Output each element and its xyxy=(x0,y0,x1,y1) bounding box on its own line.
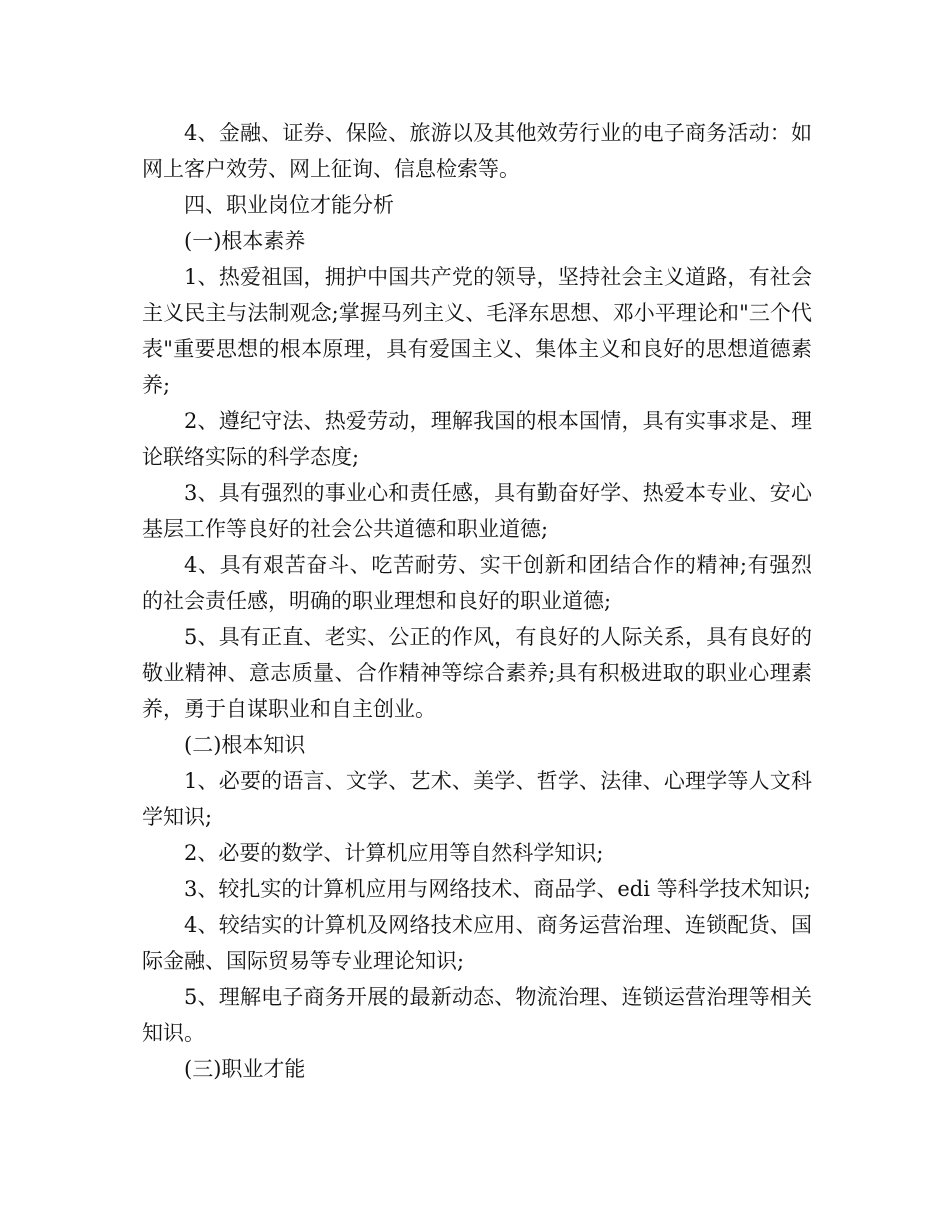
paragraph-knowledge-4: 4、较结实的计算机及网络技术应用、商务运营治理、连锁配货、国际金融、国际贸易等专业理论知识; xyxy=(142,913,812,973)
paragraph-knowledge-3: 3、较扎实的计算机应用与网络技术、商品学、edi 等科学技术知识; xyxy=(184,877,811,901)
subheading-vocational-ability: (三)职业才能 xyxy=(184,1057,306,1081)
subheading-basic-knowledge: (二)根本知识 xyxy=(184,733,306,757)
paragraph-quality-5: 5、具有正直、老实、公正的作风，有良好的人际关系，具有良好的敬业精神、意志质量、合作精神等综合素养;具有积极进取的职业心理素养，勇于自谋职业和自主创业。 xyxy=(142,625,812,721)
paragraph-knowledge-1: 1、必要的语言、文学、艺术、美学、哲学、法律、心理学等人文科学知识; xyxy=(142,769,812,829)
paragraph-services-ecommerce: 4、金融、证券、保险、旅游以及其他效劳行业的电子商务活动：如网上客户效劳、网上征询、信息检索等。 xyxy=(142,121,812,181)
paragraph-knowledge-2: 2、必要的数学、计算机应用等自然科学知识; xyxy=(184,841,604,865)
subheading-basic-qualities: (一)根本素养 xyxy=(184,229,306,253)
paragraph-quality-4: 4、具有艰苦奋斗、吃苦耐劳、实干创新和团结合作的精神;有强烈的社会责任感，明确的职业理想和良好的职业道德; xyxy=(142,553,812,613)
document-body xyxy=(142,115,812,1087)
section-heading-ability-analysis: 四、职业岗位才能分析 xyxy=(184,193,394,217)
paragraph-knowledge-5: 5、理解电子商务开展的最新动态、物流治理、连锁运营治理等相关知识。 xyxy=(142,985,812,1045)
paragraph-quality-3: 3、具有强烈的事业心和责任感，具有勤奋好学、热爱本专业、安心基层工作等良好的社会公共道德和职业道德; xyxy=(142,481,812,541)
paragraph-quality-1: 1、热爱祖国，拥护中国共产党的领导，坚持社会主义道路，有社会主义民主与法制观念;掌握马列主义、毛泽东思想、邓小平理论和"三个代表"重要思想的根本原理，具有爱国主义、集体主义和良好的思想道德素养; xyxy=(142,265,812,397)
paragraph-quality-2: 2、遵纪守法、热爱劳动，理解我国的根本国情，具有实事求是、理论联络实际的科学态度; xyxy=(142,409,812,469)
